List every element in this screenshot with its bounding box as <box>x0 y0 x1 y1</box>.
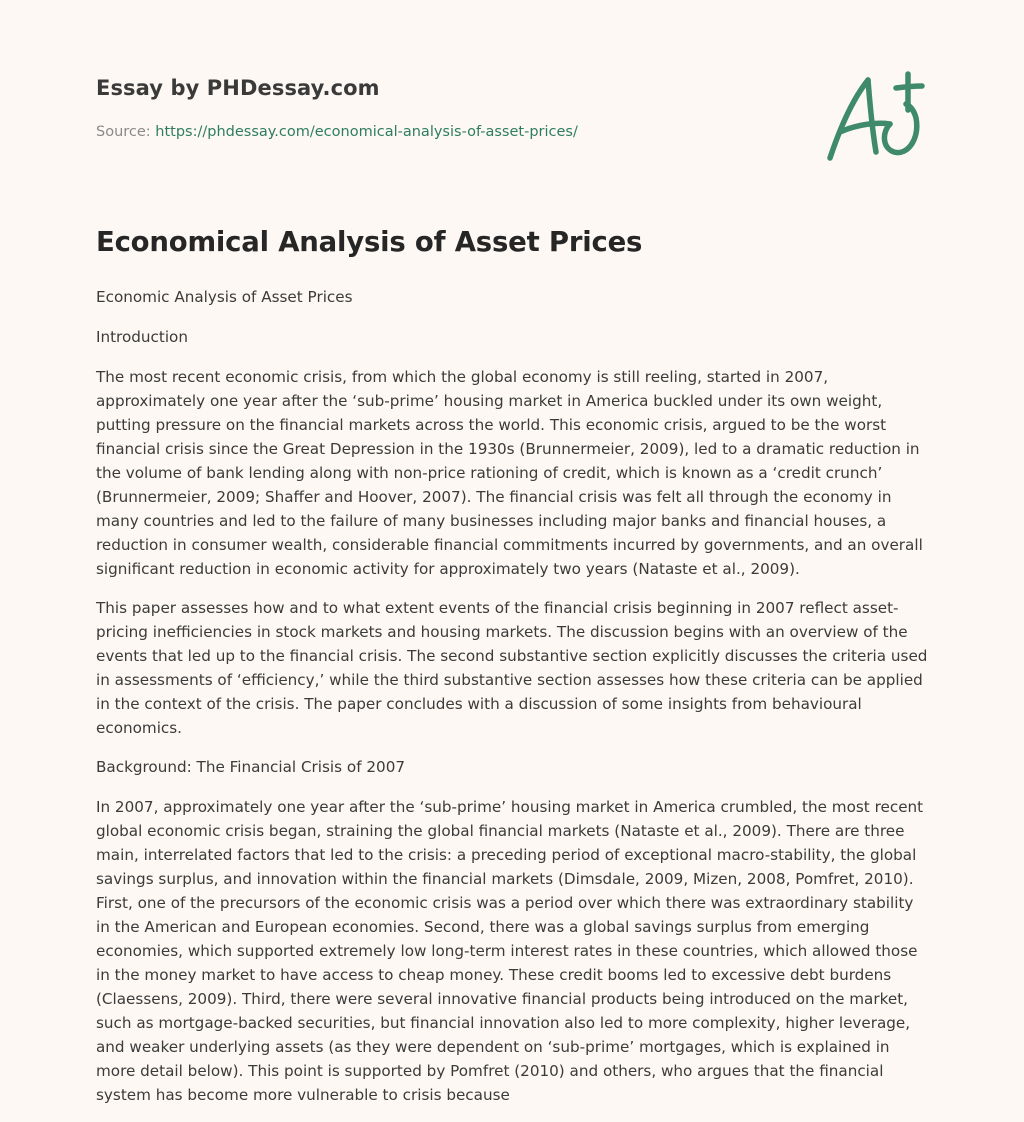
section-heading-background: Background: The Financial Crisis of 2007 <box>96 758 406 776</box>
paragraph-3: In 2007, approximately one year after the ‘sub-prime’ housing market in America crumbled, the most recent global economic crisis began, straining the global financial markets (Nataste et al., 2009). There are three main, interrelated factors that led to the crisis: a preceding period of exceptional macro-stability, the global savings surplus, and innovation within the financial markets (Dimsdale, 2009, Mizen, 2008, Pomfret, 2010). First, one of the precursors of the economic crisis was a period over which there was extraordinary stability in the American and European economies. Second, there was a global savings surplus from emerging economies, which supported extremely low long-term interest rates in these countries, which allowed those in the money market to have access to cheap money. These credit booms led to excessive debt burdens (Claessens, 2009). Third, there were several innovative financial products being introduced on the market, such as mortgage-backed securities, but financial innovation also led to more complexity, higher leverage, and weaker underlying assets (as they were dependent on ‘sub-prime’ mortgages, which is explained in more detail below). This point is supported by Pomfret (2010) and others, who argues that the financial system has become more vulnerable to crisis because <box>96 798 924 1104</box>
essay-subtitle: Economic Analysis of Asset Prices <box>96 288 353 306</box>
source-label: Source: <box>96 124 151 140</box>
paragraph-1: The most recent economic crisis, from which the global economy is still reeling, started in 2007, approximately one year after the ‘sub-prime’ housing market in America buckled under its own weight, putting pressure on the financial markets across the world. This economic crisis, argued to be the worst financial crisis since the Great Depression in the 1930s (Brunnermeier, 2009), led to a dramatic reduction in the volume of bank lending along with non-price rationing of credit, which is known as a ‘credit crunch’ (Brunnermeier, 2009; Shaffer and Hoover, 2007). The financial crisis was felt all through the economy in many countries and led to the failure of many businesses including major banks and financial houses, a reduction in consumer wealth, considerable financial commitments incurred by governments, and an overall significant reduction in economic activity for approximately two years (Nataste et al., 2009). <box>96 368 923 578</box>
section-heading-introduction: Introduction <box>96 328 188 346</box>
source-link[interactable]: https://phdessay.com/economical-analysis-of-asset-prices/ <box>155 124 578 140</box>
source-line <box>96 124 578 140</box>
essay-title: Economical Analysis of Asset Prices <box>96 226 643 258</box>
site-title: Essay by PHDessay.com <box>96 76 380 100</box>
paragraph-2: This paper assesses how and to what extent events of the financial crisis beginning in 2007 reflect asset-pricing inefficiencies in stock markets and housing markets. The discussion begins with an overview of the events that led up to the financial crisis. The second substantive section explicitly discusses the criteria used in assessments of ‘efficiency,’ while the third substantive section assesses how these criteria can be applied in the context of the crisis. The paper concludes with a discussion of some insights from behavioural economics. <box>96 599 928 737</box>
essay-body <box>96 285 932 1122</box>
a-plus-logo-icon <box>818 66 928 166</box>
